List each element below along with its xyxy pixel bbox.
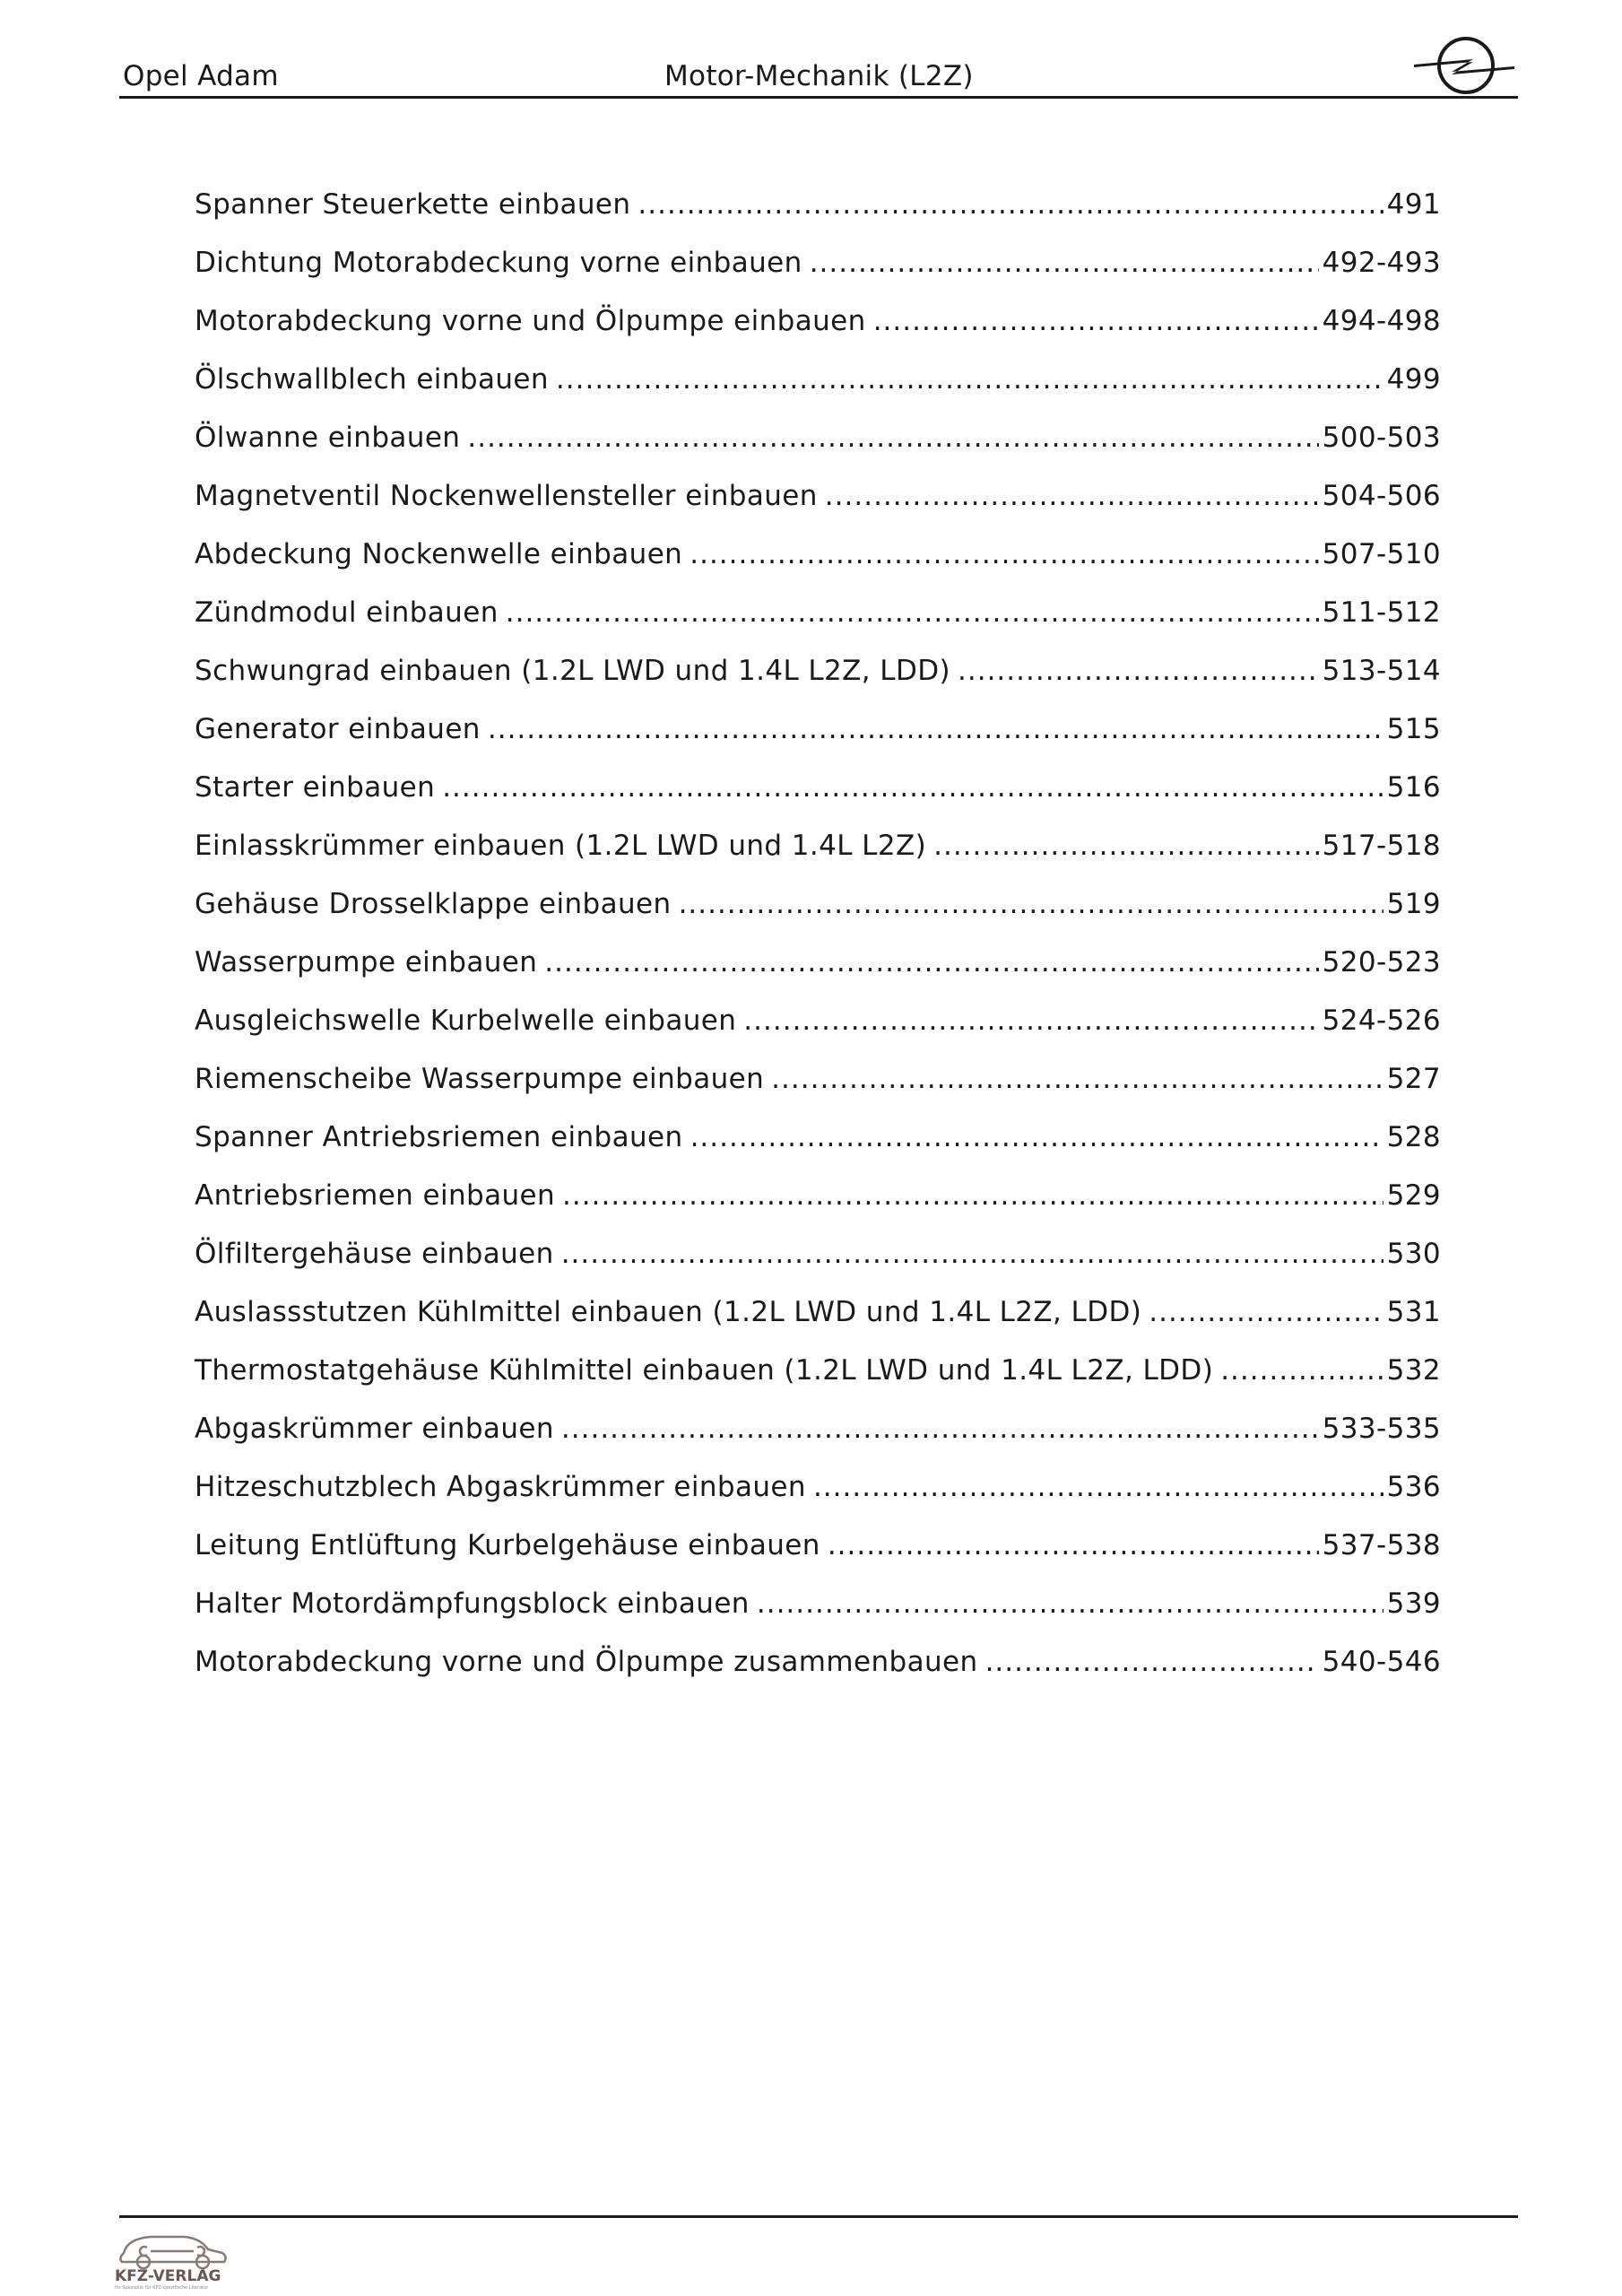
toc-entry[interactable] — [195, 713, 1441, 771]
toc-entry-page: 520-523 — [1322, 946, 1441, 978]
toc-entry-page: 531 — [1386, 1296, 1441, 1328]
toc-entry[interactable] — [195, 1413, 1441, 1471]
toc-entry-page: 516 — [1386, 771, 1441, 804]
toc-dot-leader — [985, 1646, 1319, 1678]
toc-entry[interactable] — [195, 188, 1441, 247]
brand-name: Opel Adam — [123, 60, 279, 92]
toc-dot-leader — [690, 1121, 1383, 1153]
toc-entry-page: 539 — [1386, 1587, 1441, 1620]
toc-entry-title: Ölwanne einbauen — [195, 422, 461, 454]
toc-dot-leader — [679, 888, 1383, 920]
toc-entry[interactable] — [195, 771, 1441, 830]
toc-entry[interactable] — [195, 888, 1441, 946]
toc-entry-title: Spanner Antriebsriemen einbauen — [195, 1121, 683, 1153]
toc-entry-title: Halter Motordämpfungsblock einbauen — [195, 1587, 750, 1620]
toc-entry-page: 540-546 — [1322, 1646, 1441, 1678]
toc-dot-leader — [1149, 1296, 1383, 1328]
toc-entry-page: 524-526 — [1322, 1004, 1441, 1037]
toc-entry-title: Generator einbauen — [195, 713, 481, 745]
toc-dot-leader — [1220, 1354, 1383, 1387]
toc-entry-title: Riemenscheibe Wasserpumpe einbauen — [195, 1063, 765, 1095]
table-of-contents — [195, 188, 1441, 1704]
toc-entry[interactable] — [195, 655, 1441, 713]
toc-dot-leader — [825, 480, 1319, 512]
toc-entry[interactable] — [195, 305, 1441, 363]
toc-entry-title: Antriebsriemen einbauen — [195, 1179, 556, 1212]
toc-entry-title: Zündmodul einbauen — [195, 596, 499, 629]
toc-entry-page: 507-510 — [1322, 538, 1441, 570]
toc-entry-title: Auslassstutzen Kühlmittel einbauen (1.2L LWD und 1.4L L2Z, LDD) — [195, 1296, 1142, 1328]
footer-divider — [119, 2215, 1518, 2218]
toc-dot-leader — [638, 188, 1383, 221]
toc-entry-page: 536 — [1386, 1471, 1441, 1503]
toc-entry-title: Ölschwallblech einbauen — [195, 363, 549, 396]
toc-entry-title: Magnetventil Nockenwellensteller einbauen — [195, 480, 818, 512]
toc-entry[interactable] — [195, 830, 1441, 888]
toc-entry[interactable] — [195, 422, 1441, 480]
toc-entry[interactable] — [195, 1354, 1441, 1413]
toc-dot-leader — [690, 538, 1318, 570]
toc-entry[interactable] — [195, 363, 1441, 422]
toc-entry[interactable] — [195, 1004, 1441, 1063]
toc-entry[interactable] — [195, 247, 1441, 305]
toc-entry-page: 517-518 — [1322, 830, 1441, 862]
toc-dot-leader — [771, 1063, 1383, 1095]
toc-entry[interactable] — [195, 1121, 1441, 1179]
toc-entry-title: Abdeckung Nockenwelle einbauen — [195, 538, 683, 570]
toc-entry-page: 528 — [1386, 1121, 1441, 1153]
toc-entry-page: 491 — [1386, 188, 1441, 221]
toc-entry-title: Ausgleichswelle Kurbelwelle einbauen — [195, 1004, 737, 1037]
publisher-name: KFZ-VERLAG — [115, 2267, 221, 2285]
toc-dot-leader — [561, 1238, 1383, 1270]
toc-dot-leader — [506, 596, 1319, 629]
toc-entry-title: Thermostatgehäuse Kühlmittel einbauen (1.2L LWD und 1.4L L2Z, LDD) — [195, 1354, 1214, 1387]
toc-entry-title: Starter einbauen — [195, 771, 436, 804]
toc-dot-leader — [828, 1529, 1319, 1561]
toc-dot-leader — [561, 1413, 1319, 1445]
opel-logo-icon — [1410, 30, 1516, 101]
toc-dot-leader — [757, 1587, 1383, 1620]
toc-dot-leader — [442, 771, 1383, 804]
page-header — [119, 49, 1518, 99]
toc-entry-page: 494-498 — [1322, 305, 1441, 337]
toc-entry-page: 499 — [1386, 363, 1441, 396]
toc-dot-leader — [873, 305, 1319, 337]
toc-entry-title: Gehäuse Drosselklappe einbauen — [195, 888, 672, 920]
toc-entry[interactable] — [195, 538, 1441, 596]
toc-entry[interactable] — [195, 1587, 1441, 1646]
toc-entry-page: 533-535 — [1322, 1413, 1441, 1445]
toc-dot-leader — [544, 946, 1318, 978]
toc-entry[interactable] — [195, 1296, 1441, 1354]
toc-dot-leader — [488, 713, 1383, 745]
toc-entry-title: Einlasskrümmer einbauen (1.2L LWD und 1.4L L2Z) — [195, 830, 927, 862]
toc-dot-leader — [933, 830, 1319, 862]
toc-entry[interactable] — [195, 1063, 1441, 1121]
toc-dot-leader — [810, 247, 1319, 279]
toc-entry-page: 530 — [1386, 1238, 1441, 1270]
toc-entry-title: Motorabdeckung vorne und Ölpumpe einbauen — [195, 305, 866, 337]
toc-entry-page: 504-506 — [1322, 480, 1441, 512]
toc-entry[interactable] — [195, 480, 1441, 538]
toc-entry-page: 532 — [1386, 1354, 1441, 1387]
toc-entry-title: Leitung Entlüftung Kurbelgehäuse einbauen — [195, 1529, 820, 1561]
toc-dot-leader — [467, 422, 1318, 454]
toc-entry-page: 513-514 — [1322, 655, 1441, 687]
toc-entry-title: Ölfiltergehäuse einbauen — [195, 1238, 554, 1270]
toc-entry[interactable] — [195, 1529, 1441, 1587]
toc-entry-title: Schwungrad einbauen (1.2L LWD und 1.4L L2Z, LDD) — [195, 655, 951, 687]
toc-dot-leader — [958, 655, 1319, 687]
toc-entry-page: 529 — [1386, 1179, 1441, 1212]
toc-dot-leader — [813, 1471, 1383, 1503]
toc-entry[interactable] — [195, 1179, 1441, 1238]
toc-entry-page: 500-503 — [1322, 422, 1441, 454]
toc-entry-page: 515 — [1386, 713, 1441, 745]
toc-entry-title: Hitzeschutzblech Abgaskrümmer einbauen — [195, 1471, 806, 1503]
toc-entry-title: Abgaskrümmer einbauen — [195, 1413, 554, 1445]
toc-entry-title: Motorabdeckung vorne und Ölpumpe zusammenbauen — [195, 1646, 978, 1678]
toc-entry[interactable] — [195, 1471, 1441, 1529]
publisher-tagline: Ihr Spezialist für KFZ-spezifische Literatur — [115, 2285, 209, 2291]
toc-dot-leader — [743, 1004, 1318, 1037]
toc-entry[interactable] — [195, 1238, 1441, 1296]
toc-entry-title: Dichtung Motorabdeckung vorne einbauen — [195, 247, 802, 279]
toc-entry[interactable] — [195, 596, 1441, 655]
toc-entry-page: 519 — [1386, 888, 1441, 920]
toc-entry-page: 492-493 — [1322, 247, 1441, 279]
toc-entry[interactable] — [195, 1646, 1441, 1704]
toc-entry-page: 537-538 — [1322, 1529, 1441, 1561]
toc-entry-page: 527 — [1386, 1063, 1441, 1095]
toc-dot-leader — [562, 1179, 1383, 1212]
toc-entry-title: Wasserpumpe einbauen — [195, 946, 538, 978]
toc-dot-leader — [556, 363, 1383, 396]
toc-entry-title: Spanner Steuerkette einbauen — [195, 188, 631, 221]
document-title: Motor-Mechanik (L2Z) — [664, 60, 974, 92]
toc-entry-page: 511-512 — [1322, 596, 1441, 629]
toc-entry[interactable] — [195, 946, 1441, 1004]
